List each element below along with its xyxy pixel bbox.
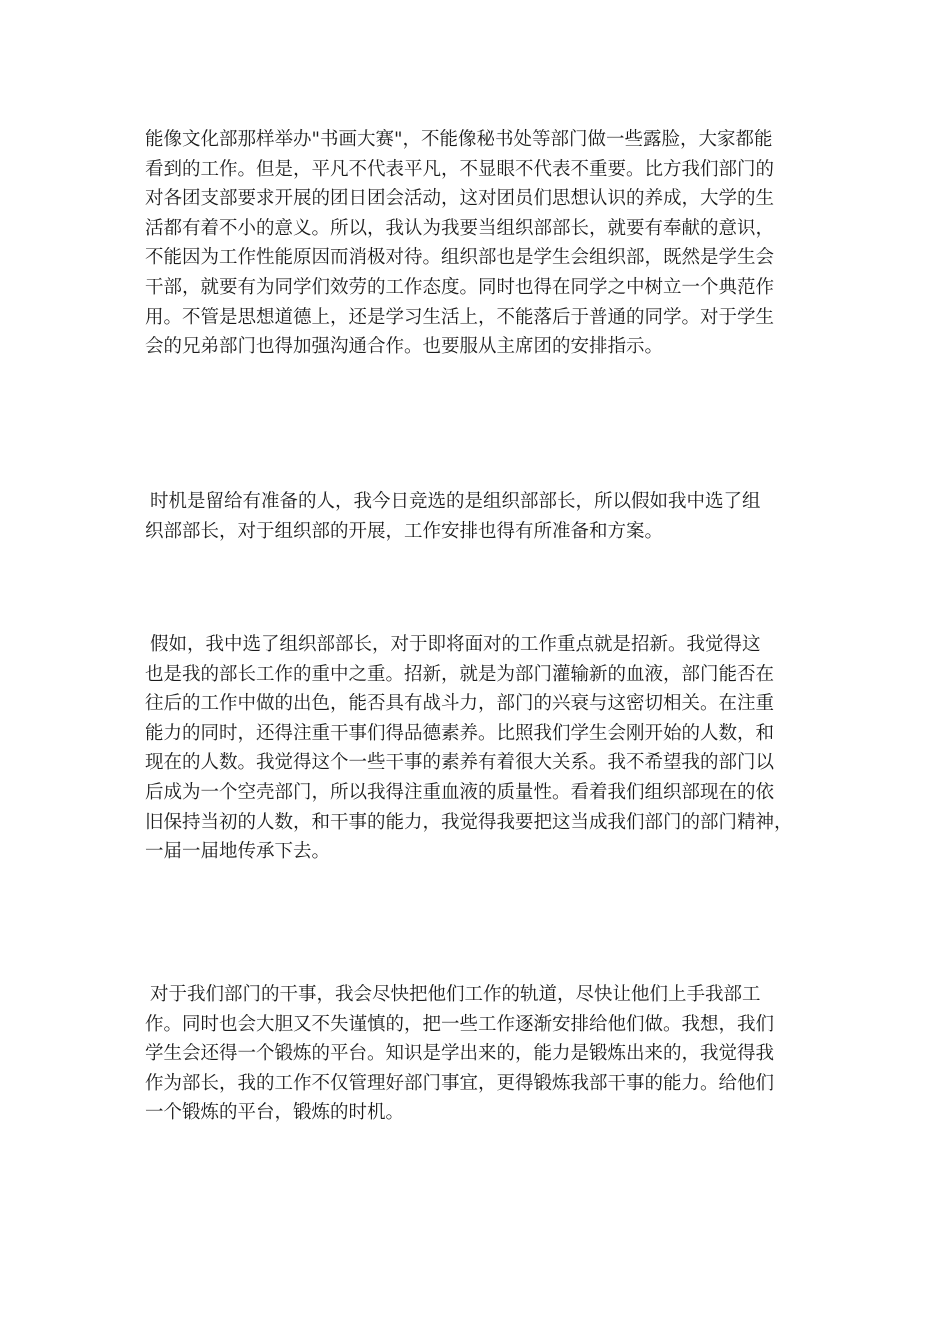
paragraph-4	[145, 980, 813, 1128]
text-line: 用。不管是思想道德上，还是学习生活上，不能落后于普通的同学。对于学生	[145, 306, 775, 328]
paragraph-3	[145, 630, 813, 867]
text-line: 织部部长，对于组织部的开展，工作安排也得有所准备和方案。	[145, 520, 664, 542]
text-line: 学生会还得一个锻炼的平台。知识是学出来的，能力是锻炼出来的，我觉得我	[145, 1043, 775, 1065]
paragraph-1	[145, 125, 813, 362]
text-line: 一个锻炼的平台，锻炼的时机。	[145, 1102, 405, 1124]
text-line: 对于我们部门的干事，我会尽快把他们工作的轨道，尽快让他们上手我部工	[150, 984, 761, 1005]
text-line: 假如，我中选了组织部部长，对于即将面对的工作重点就是招新。我觉得这	[150, 634, 761, 655]
text-line: 作。同时也会大胆又不失谨慎的，把一些工作逐渐安排给他们做。我想，我们	[145, 1013, 775, 1035]
text-line: 对各团支部要求开展的团日团会活动，这对团员们思想认识的养成，大学的生	[145, 188, 775, 210]
text-line: 干部，就要有为同学们效劳的工作态度。同时也得在同学之中树立一个典范作	[145, 276, 775, 298]
text-line: 看到的工作。但是，平凡不代表平凡，不显眼不代表不重要。比方我们部门的	[145, 158, 775, 180]
text-line: 能像文化部那样举办"书画大赛"，不能像秘书处等部门做一些露脸，大家都能	[145, 129, 773, 150]
text-line: 活都有着不小的意义。所以，我认为我要当组织部部长，就要有奉献的意识，	[145, 217, 775, 239]
paragraph-2	[145, 487, 813, 546]
text-line: 一届一届地传承下去。	[145, 841, 331, 863]
text-line: 作为部长，我的工作不仅管理好部门事宜，更得锻炼我部干事的能力。给他们	[145, 1072, 775, 1094]
text-line: 能力的同时，还得注重干事们得品德素养。比照我们学生会刚开始的人数，和	[145, 722, 775, 744]
text-line: 现在的人数。我觉得这个一些干事的素养有着很大关系。我不希望我的部门以	[145, 752, 775, 774]
text-line: 时机是留给有准备的人，我今日竞选的是组织部部长，所以假如我中选了组	[150, 491, 761, 512]
text-line: 也是我的部长工作的重中之重。招新，就是为部门灌输新的血液，部门能否在	[145, 663, 775, 685]
text-line: 会的兄弟部门也得加强沟通合作。也要服从主席团的安排指示。	[145, 336, 664, 358]
text-line: 不能因为工作性能原因而消极对待。组织部也是学生会组织部，既然是学生会	[145, 247, 775, 269]
text-line: 后成为一个空壳部门，所以我得注重血液的质量性。看着我们组织部现在的依	[145, 781, 775, 803]
text-line: 往后的工作中做的出色，能否具有战斗力，部门的兴衰与这密切相关。在注重	[145, 693, 775, 715]
text-line: 旧保持当初的人数，和干事的能力，我觉得我要把这当成我们部门的部门精神，	[145, 811, 793, 833]
